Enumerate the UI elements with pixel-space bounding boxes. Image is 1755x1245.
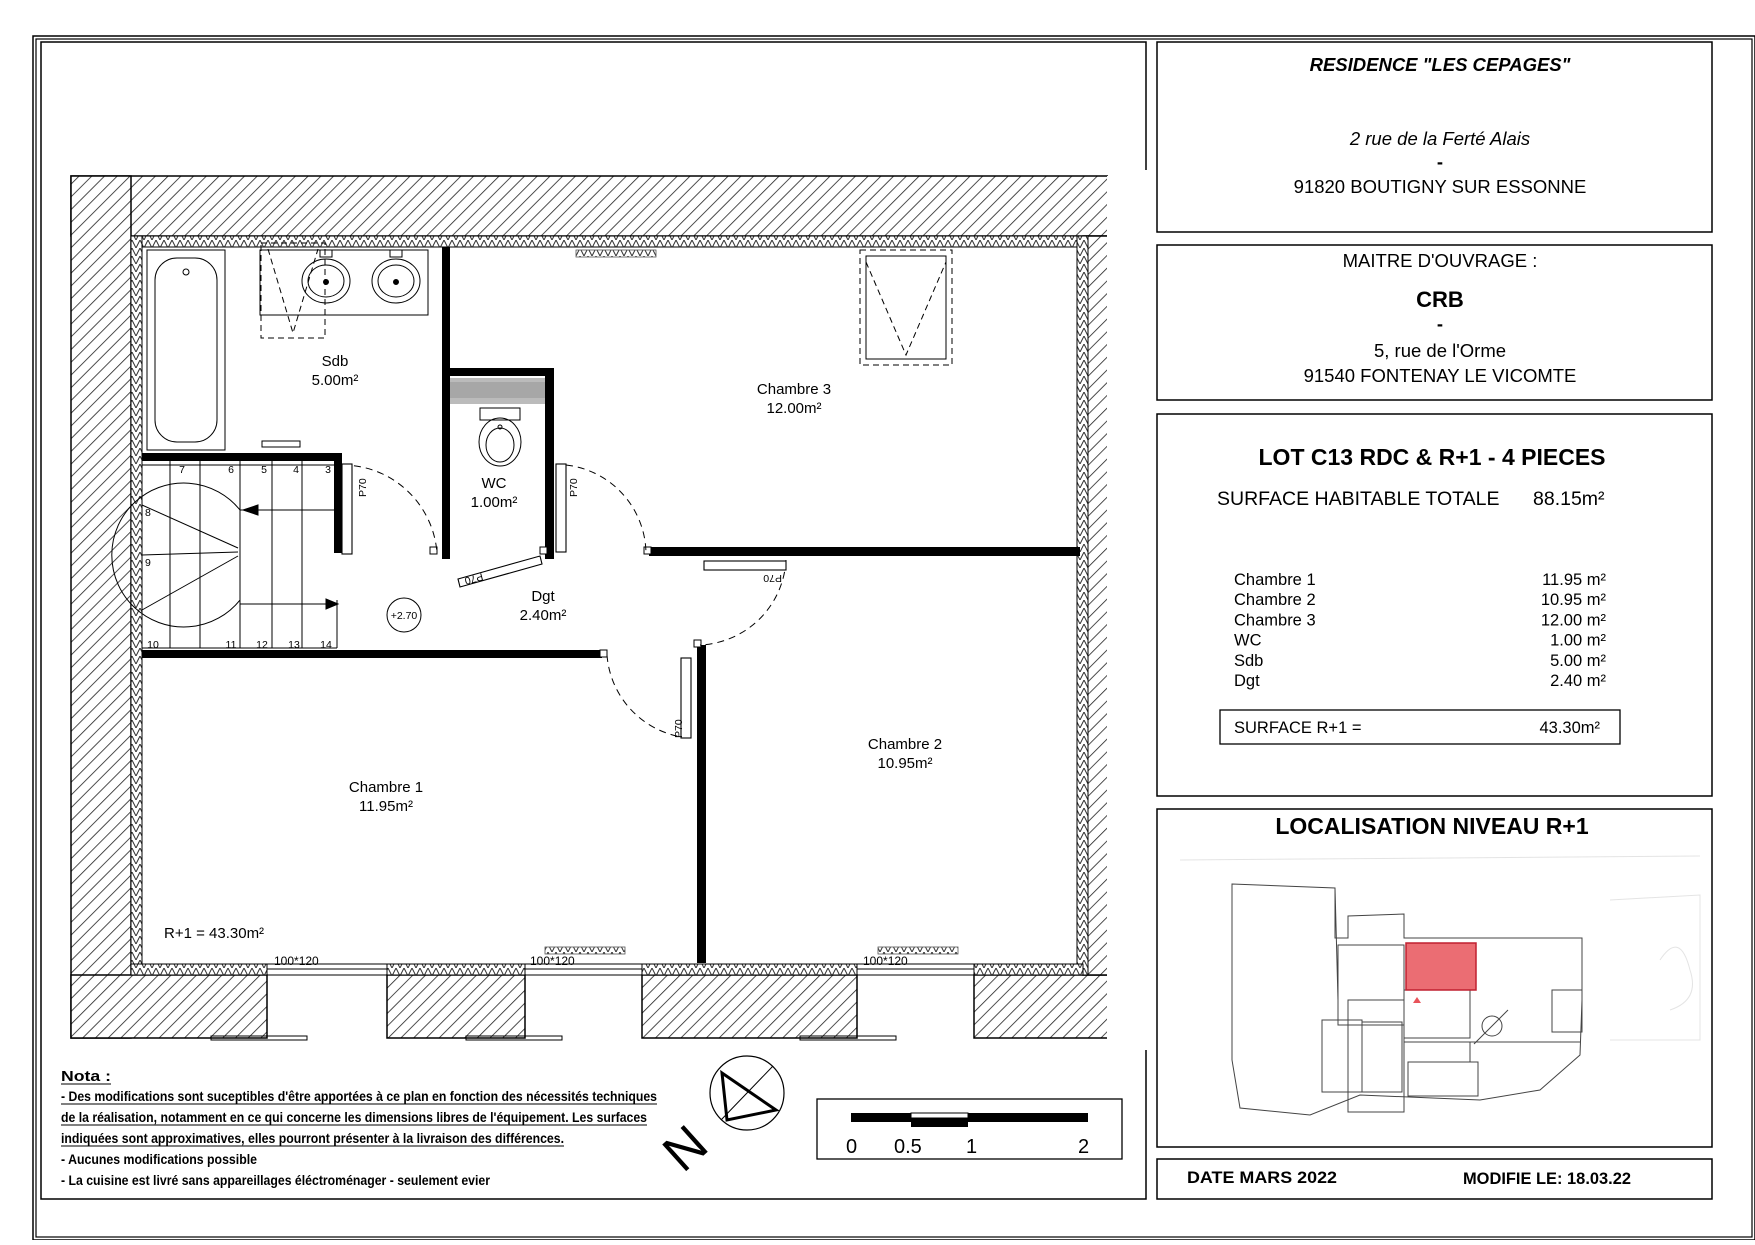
lot-location-highlight: [1406, 943, 1476, 990]
site-plan: [1232, 884, 1582, 1115]
room-table-name: Dgt: [1234, 672, 1260, 690]
project-dash: -: [1436, 151, 1444, 172]
notes-line-1: - Des modifications sont suceptibles d'être apportées à ce plan en fonction des nécessités techniques: [61, 1088, 658, 1104]
wall-left: [71, 176, 131, 1038]
cabinet-bathroom: [261, 243, 325, 338]
washbasins: [260, 250, 428, 315]
room-table-area: 12.00 m²: [1540, 611, 1606, 630]
floor-total: R+1 = 43.30m²: [164, 925, 265, 942]
room-sdb-name: Sdb: [321, 353, 349, 370]
stair-step-number: 8: [145, 507, 151, 519]
room-wc-area: 1.00m²: [470, 494, 518, 511]
stair-step-number: 10: [147, 639, 159, 651]
room-sdb-area: 5.00m²: [311, 372, 359, 389]
stair-step-number: 4: [293, 464, 299, 476]
radiator-chambre1: [545, 947, 625, 954]
stair-step-number: 14: [320, 639, 332, 651]
door-leaves: [342, 464, 786, 738]
room-chambre1-name: Chambre 1: [348, 779, 424, 796]
room-table-area: 2.40 m²: [1550, 672, 1606, 690]
stair-step-number: 9: [145, 557, 151, 569]
level-mark-text: +2.70: [390, 610, 418, 622]
toilet: [450, 378, 545, 466]
floor-plan: [71, 170, 1148, 1050]
window-label-3: 100*120: [863, 954, 908, 968]
room-table-area: 10.95 m²: [1540, 591, 1606, 610]
project-address-line1: 2 rue de la Ferté Alais: [1349, 128, 1531, 149]
owner-heading: MAITRE D'OUVRAGE :: [1342, 250, 1538, 271]
wall-bottom-a: [71, 975, 267, 1038]
window-label-1: 100*120: [274, 954, 319, 968]
owner-address-line1: 5, rue de l'Orme: [1373, 340, 1507, 361]
wall-bottom-c: [642, 975, 857, 1038]
room-table-area: 5.00 m²: [1550, 651, 1606, 670]
lot-title: LOT C13 RDC & R+1 - 4 PIECES: [1258, 444, 1606, 470]
room-area-table: [1234, 571, 1607, 690]
lot-total-value: 88.15m²: [1533, 488, 1605, 510]
north-compass: [652, 1056, 784, 1183]
scale-label-0-5: 0.5: [894, 1136, 922, 1158]
room-table-name: Chambre 2: [1234, 591, 1316, 610]
room-table-name: Chambre 3: [1234, 611, 1316, 630]
scale-label-2: 2: [1078, 1136, 1090, 1158]
wall-bottom-d: [974, 975, 1109, 1038]
location-marker: [1413, 997, 1421, 1003]
room-dgt-name: Dgt: [531, 588, 555, 605]
stair-step-number: 7: [179, 464, 185, 476]
north-letter: N: [652, 1114, 719, 1183]
room-chambre1-area: 11.95m²: [359, 798, 413, 815]
project-address-line2: 91820 BOUTIGNY SUR ESSONNE: [1293, 176, 1587, 197]
notes-line-3: indiquées sont approximatives, elles pourront présenter à la livraison des différences.: [61, 1130, 564, 1146]
room-table-area: 1.00 m²: [1550, 631, 1606, 650]
scale-label-0: 0: [846, 1136, 858, 1158]
room-chambre3-area: 12.00m²: [766, 400, 822, 417]
stair-step-number: 6: [228, 464, 234, 476]
radiator-chambre3: [576, 250, 656, 257]
stair-step-number: 5: [261, 464, 267, 476]
owner-dash: -: [1436, 313, 1444, 334]
scale-label-1: 1: [966, 1136, 978, 1158]
bathtub: [147, 250, 225, 450]
room-chambre3-name: Chambre 3: [756, 381, 832, 398]
window-label-2: 100*120: [530, 954, 575, 968]
interior-walls: [142, 247, 1080, 963]
room-chambre2-name: Chambre 2: [867, 736, 943, 753]
room-table-name: Chambre 1: [1234, 571, 1316, 589]
stair-step-number: 3: [325, 464, 331, 476]
subtotal-value: 43.30m²: [1539, 719, 1600, 737]
skylight: [860, 250, 952, 365]
notes-line-5: - La cuisine est livré sans appareillages éléctroménager - seulement evier: [61, 1172, 491, 1188]
notes-title: Nota :: [61, 1069, 111, 1085]
localisation-title: LOCALISATION NIVEAU R+1: [1275, 813, 1589, 839]
door-label-chambre2: P70: [763, 572, 782, 584]
stair-step-numbers: [145, 464, 332, 651]
notes-line-4: - Aucunes modifications possible: [61, 1151, 258, 1167]
footer-date: DATE MARS 2022: [1187, 1168, 1337, 1187]
scale-bar: [817, 1099, 1122, 1159]
stair-step-number: 12: [256, 639, 268, 651]
radiator-chambre2: [878, 947, 958, 954]
door-label-wc: P70: [463, 570, 485, 587]
wall-bottom-b: [387, 975, 525, 1038]
project-name: RESIDENCE "LES CEPAGES": [1309, 54, 1571, 75]
notes-line-2: de la réalisation, notamment en ce qui concerne les dimensions libres de l'équipement. Les surfaces: [61, 1109, 648, 1125]
wall-top: [71, 176, 1109, 236]
lot-total-label: SURFACE HABITABLE TOTALE: [1217, 488, 1500, 510]
door-label-chambre1: P70: [673, 719, 685, 738]
subtotal-label: SURFACE R+1 =: [1234, 719, 1362, 737]
owner-address-line2: 91540 FONTENAY LE VICOMTE: [1303, 365, 1577, 386]
room-chambre2-area: 10.95m²: [877, 755, 933, 772]
room-wc-name: WC: [481, 475, 507, 492]
notes: [61, 1069, 657, 1188]
door-label-stair: P70: [357, 478, 369, 497]
owner-name: CRB: [1416, 287, 1464, 312]
room-dgt-area: 2.40m²: [519, 607, 567, 624]
room-table-name: Sdb: [1234, 651, 1264, 670]
room-table-area: 11.95 m²: [1542, 571, 1606, 589]
footer-modified: MODIFIE LE: 18.03.22: [1463, 1169, 1631, 1188]
door-label-chambre3: P70: [568, 478, 580, 497]
stair-step-number: 13: [288, 639, 300, 651]
room-table-name: WC: [1234, 631, 1262, 650]
staircase: [112, 461, 338, 648]
towel-rail: [262, 441, 300, 447]
stair-step-number: 11: [225, 639, 237, 651]
